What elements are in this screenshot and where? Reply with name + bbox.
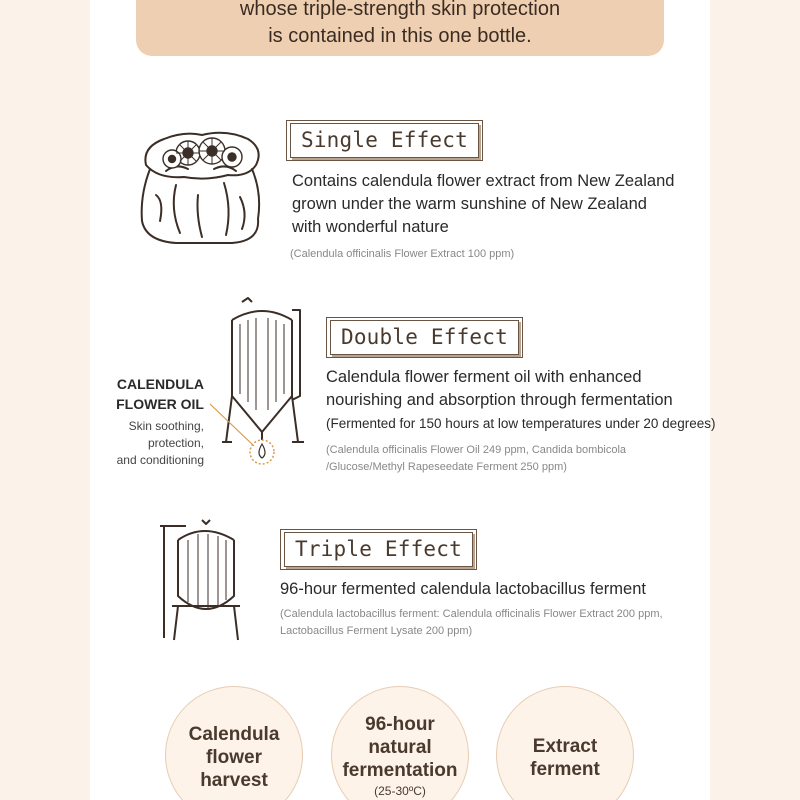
single-effect-label: Single Effect [290,123,479,158]
step-line: flower [206,747,262,768]
fermentation-kettle-illustration [156,518,246,646]
step-line: harvest [200,770,268,791]
calendula-oil-title [96,374,204,414]
single-effect-description [292,170,674,239]
single-desc-line: grown under the warm sunshine of New Zealand [292,195,647,213]
single-effect-ingredients [290,246,514,263]
double-effect-fermentation-note: (Fermented for 150 hours at low temperatures under 20 degrees) [326,416,716,431]
triple-desc-line: 96-hour fermented calendula lactobacillus ferment [280,580,646,598]
single-note-line: (Calendula officinalis Flower Extract 100 ppm) [290,248,515,260]
triple-note-line: Lactobacillus Ferment Lysate 200 ppm) [280,625,473,637]
single-desc-line: Contains calendula flower extract from New Zealand [292,172,675,190]
triple-effect-label: Triple Effect [284,532,473,567]
oil-desc-line: and conditioning [116,453,204,467]
banner-line-2: is contained in this one bottle. [268,25,532,47]
triple-effect-ingredients [280,606,663,640]
banner-line-1: whose triple-strength skin protection [239,0,561,20]
oil-title-line: FLOWER OIL [116,396,204,412]
step-line: ferment [530,759,600,780]
fermentation-tank-illustration [222,296,304,468]
step-line: natural [368,737,432,758]
single-effect-badge [286,120,483,161]
oil-desc-line: protection, [147,436,204,450]
calendula-oil-benefits [96,418,204,469]
step-line: 96-hour [365,714,435,735]
intro-banner [136,0,664,56]
triple-note-line: (Calendula lactobacillus ferment: Calendula officinalis Flower Extract 200 ppm, [280,608,663,620]
step-temperature: (25-30ºC) [374,784,426,798]
triple-effect-description [280,578,646,601]
step-line: Extract [532,736,598,757]
oil-desc-line: Skin soothing, [128,419,204,433]
step-line: fermentation [342,760,458,781]
single-desc-line: with wonderful nature [292,218,449,236]
double-effect-badge [326,317,523,358]
oil-title-line: CALENDULA [116,376,204,392]
double-effect-ingredients [326,442,626,476]
triple-effect-badge [280,529,477,570]
step-line: Calendula [188,724,280,745]
double-desc-line: nourishing and absorption through fermentation [326,391,673,409]
double-desc-line: Calendula flower ferment oil with enhanced [326,368,642,386]
double-note-line: /Glucose/Methyl Rapeseedate Ferment 250 ppm) [326,461,567,473]
double-effect-description [326,366,673,412]
flower-sack-illustration [136,125,268,247]
double-note-line: (Calendula officinalis Flower Oil 249 ppm, Candida bombicola [326,444,627,456]
double-effect-label: Double Effect [330,320,519,355]
